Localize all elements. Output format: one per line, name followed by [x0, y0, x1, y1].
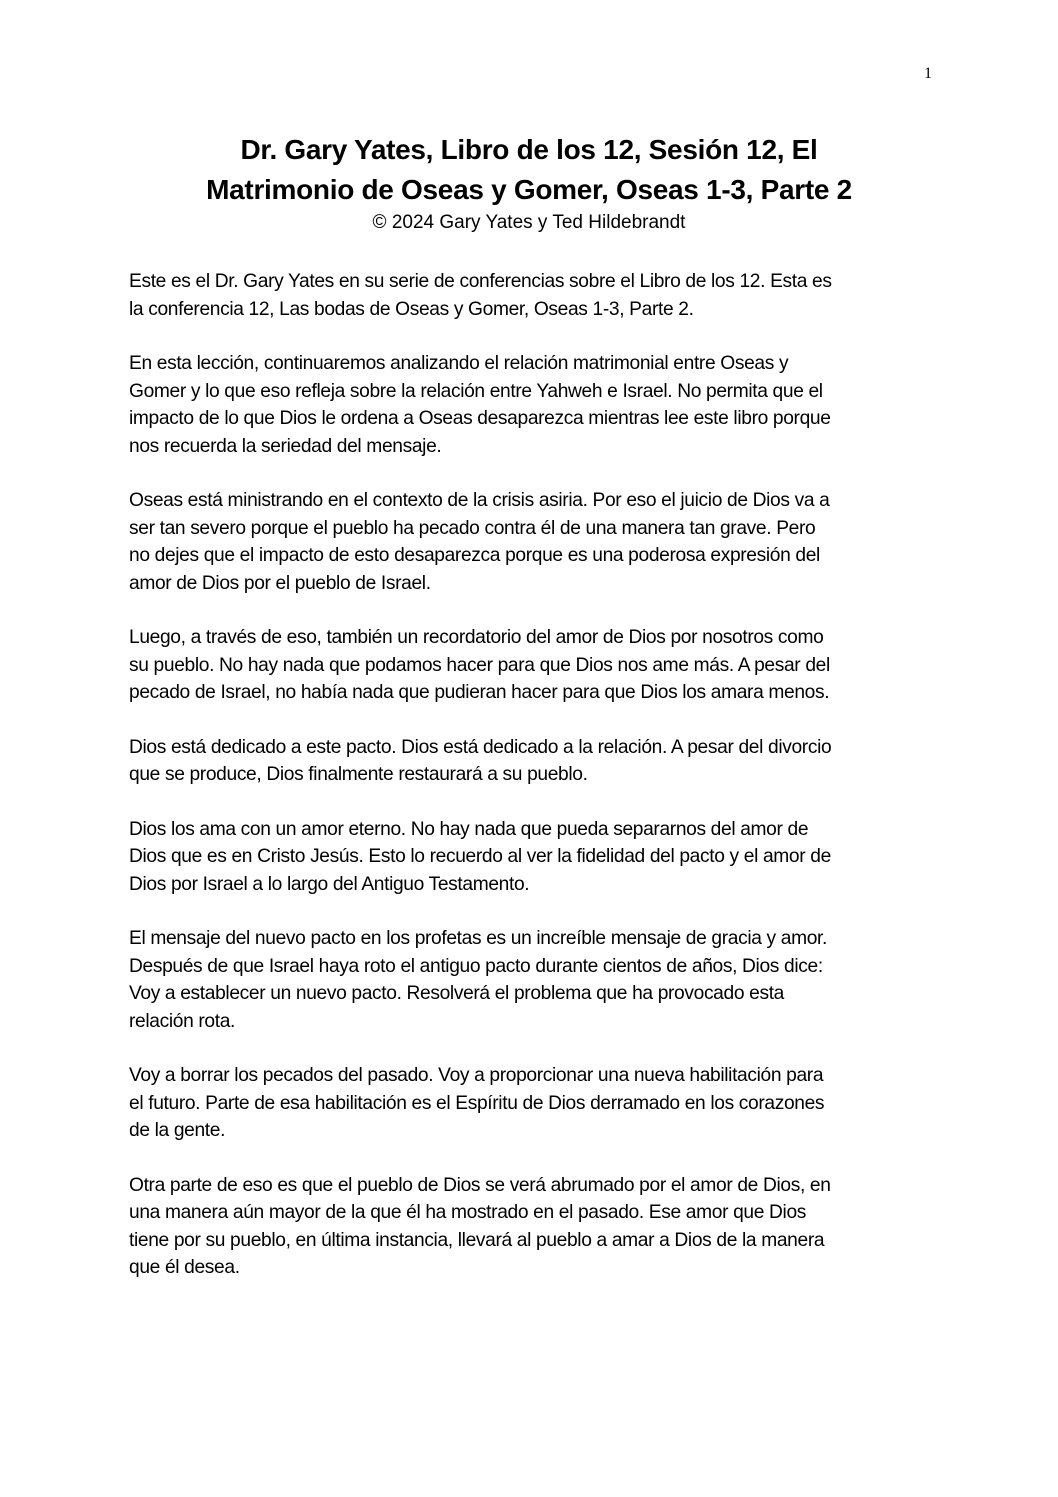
- paragraph-line: tiene por su pueblo, en última instancia, llevará al pueblo a amar a Dios de la manera: [129, 1229, 825, 1251]
- paragraph-line: Voy a establecer un nuevo pacto. Resolverá el problema que ha provocado esta: [129, 983, 784, 1004]
- paragraph-forgiveness: [129, 1062, 929, 1145]
- paragraph-reminder-of-love: [129, 624, 929, 707]
- document-body: [129, 268, 929, 1309]
- paragraph-line: Gomer y lo que eso refleja sobre la relación entre Yahweh e Israel. No permita que el: [129, 380, 823, 402]
- paragraph-line: una manera aún mayor de la que él ha mostrado en el pasado. Ese amor que Dios: [129, 1202, 807, 1223]
- document-header: [0, 130, 1058, 236]
- document-title-line-1: Dr. Gary Yates, Libro de los 12, Sesión 12, El: [240, 134, 818, 165]
- paragraph-line: impacto de lo que Dios le ordena a Oseas desaparezca mientras lee este libro porque: [129, 408, 831, 429]
- paragraph-line: Dios los ama con un amor eterno. No hay nada que pueda separarnos del amor de: [129, 818, 809, 840]
- paragraph-line: la conferencia 12, Las bodas de Oseas y Gomer, Oseas 1-3, Parte 2.: [129, 298, 694, 320]
- paragraph-line: ser tan severo porque el pueblo ha pecado contra él de una manera tan grave. Pero: [129, 517, 816, 539]
- paragraph-line: Después de que Israel haya roto el antiguo pacto durante cientos de años, Dios dice:: [129, 955, 823, 977]
- paragraph-covenant-dedication: [129, 734, 929, 789]
- paragraph-line: que él desea.: [129, 1257, 240, 1278]
- paragraph-line: El mensaje del nuevo pacto en los profetas es un increíble mensaje de gracia y amor.: [129, 928, 828, 949]
- paragraph-line: nos recuerda la seriedad del mensaje.: [129, 435, 442, 457]
- paragraph-line: En esta lección, continuaremos analizando el relación matrimonial entre Oseas y: [129, 353, 789, 374]
- document-title-line-2: Matrimonio de Oseas y Gomer, Oseas 1-3, Parte 2: [206, 174, 852, 205]
- paragraph-eternal-love: [129, 816, 929, 899]
- paragraph-line: Dios que es en Cristo Jesús. Esto lo recuerdo al ver la fidelidad del pacto y el amor de: [129, 846, 831, 867]
- paragraph-line: relación rota.: [129, 1010, 236, 1032]
- paragraph-overwhelmed-by-love: [129, 1172, 929, 1282]
- paragraph-line: Dios está dedicado a este pacto. Dios está dedicado a la relación. A pesar del divorcio: [129, 736, 832, 758]
- paragraph-line: no dejes que el impacto de esto desaparezca porque es una poderosa expresión del: [129, 545, 820, 566]
- paragraph-line: su pueblo. No hay nada que podamos hacer para que Dios nos ame más. A pesar del: [129, 654, 830, 676]
- paragraph-line: Luego, a través de eso, también un recordatorio del amor de Dios por nosotros como: [129, 627, 824, 648]
- paragraph-line: Otra parte de eso es que el pueblo de Dios se verá abrumado por el amor de Dios, en: [129, 1174, 831, 1196]
- paragraph-line: pecado de Israel, no había nada que pudieran hacer para que Dios los amara menos.: [129, 682, 830, 703]
- paragraph-line: Este es el Dr. Gary Yates en su serie de conferencias sobre el Libro de los 12. Esta es: [129, 271, 832, 292]
- paragraph-new-covenant: [129, 925, 929, 1035]
- copyright-notice: © 2024 Gary Yates y Ted Hildebrandt: [372, 212, 686, 233]
- paragraph-line: que se produce, Dios finalmente restaurará a su pueblo.: [129, 764, 588, 785]
- paragraph-intro: [129, 268, 929, 323]
- paragraph-line: Voy a borrar los pecados del pasado. Voy a proporcionar una nueva habilitación para: [129, 1065, 824, 1086]
- paragraph-line: el futuro. Parte de esa habilitación es el Espíritu de Dios derramado en los corazones: [129, 1092, 825, 1114]
- paragraph-lesson-overview: [129, 350, 929, 460]
- paragraph-line: de la gente.: [129, 1120, 226, 1141]
- page-number: 1: [924, 65, 932, 82]
- paragraph-line: Dios por Israel a lo largo del Antiguo Testamento.: [129, 873, 530, 895]
- paragraph-line: amor de Dios por el pueblo de Israel.: [129, 572, 431, 594]
- paragraph-assyrian-crisis: [129, 487, 929, 597]
- paragraph-line: Oseas está ministrando en el contexto de la crisis asiria. Por eso el juicio de Dios va a: [129, 490, 830, 511]
